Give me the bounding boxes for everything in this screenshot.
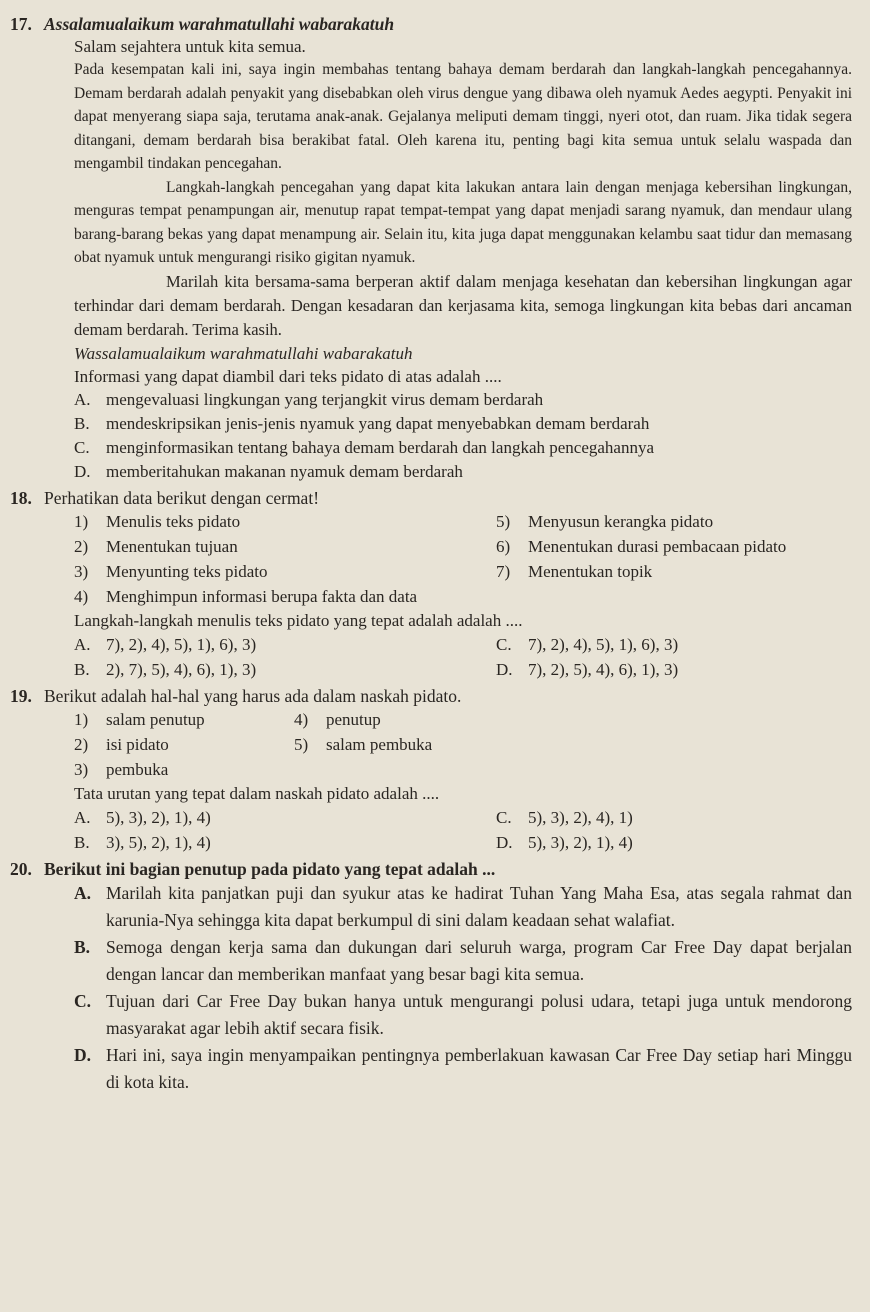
speech-paragraph-2: Langkah-langkah pencegahan yang dapat kita lakukan antara lain dengan menjaga kebersihan lingkungan, menguras tempat penampungan air, menutup rapat tempat-tempat yang dapat menjadi sarang nyamuk, dan mendaur ulang barang-barang bekas yang dapat menampung air. Selain itu, kita juga dapat menggunakan kelambu saat tidur dan memasang obat nyamuk untuk mengurangi risiko gigitan nyamuk. xyxy=(74,178,852,266)
list-item: 5) Menyusun kerangka pidato xyxy=(496,511,714,531)
list-item: 2) Menentukan tujuan xyxy=(74,536,238,556)
question-18-header xyxy=(10,488,852,509)
list-item: 1) Menulis teks pidato xyxy=(74,511,241,531)
option-c[interactable]: C. Tujuan dari Car Free Day bukan hanya untuk mengurangi polusi udara, tetapi juga untuk mendorong masyarakat agar lebih aktif secara fisik. xyxy=(74,990,852,1038)
speech-closing: Wassalamualaikum warahmatullahi wabarakatuh xyxy=(74,343,413,363)
option-b[interactable]: B. mendeskripsikan jenis-jenis nyamuk yang dapat menyebabkan demam berdarah xyxy=(74,413,650,433)
question-number: 19. xyxy=(10,685,32,706)
q19-item-list xyxy=(74,707,852,782)
speech-paragraph-1: Pada kesempatan kali ini, saya ingin membahas tentang bahaya demam berdarah dan langkah-langkah pencegahannya. Demam berdarah adalah penyakit yang disebabkan oleh virus dengue yang dibawa oleh nyamuk Aedes aegypti. Penyakit ini dapat menyerang siapa saja, terutama anak-anak. Gejalanya meliputi demam tinggi, nyeri otot, dan ruam. Jika tidak segera ditangani, demam berdarah bisa berakibat fatal. Oleh karena itu, penting bagi kita semua untuk selalu waspada dan mengambil tindakan pencegahan. xyxy=(74,61,852,172)
question-17-text: Informasi yang dapat diambil dari teks pidato di atas adalah .... xyxy=(74,366,502,386)
speech-greeting: Assalamualaikum warahmatullahi wabarakatuh xyxy=(44,14,395,34)
q18-item-list xyxy=(74,509,852,609)
q18-options xyxy=(74,632,852,682)
question-20-stem: Berikut ini bagian penutup pada pidato yang tepat adalah ... xyxy=(44,858,496,879)
option-b[interactable]: B. Semoga dengan kerja sama dan dukungan dari seluruh warga, program Car Free Day dapat berjalan dengan lancar dan memberikan manfaat yang besar bagi kita semua. xyxy=(74,936,852,984)
list-item: 7) Menentukan topik xyxy=(496,561,653,581)
list-item: 1) salam penutup xyxy=(74,709,205,729)
option-a[interactable]: A. 5), 3), 2), 1), 4) xyxy=(74,807,211,827)
option-c[interactable]: C. 5), 3), 2), 4), 1) xyxy=(496,807,633,827)
list-item: 6) Menentukan durasi pembacaan pidato xyxy=(496,536,787,556)
question-number: 18. xyxy=(10,487,32,508)
option-c[interactable]: C. menginformasikan tentang bahaya demam berdarah dan langkah pencegahannya xyxy=(74,437,655,457)
option-b[interactable]: B. 2), 7), 5), 4), 6), 1), 3) xyxy=(74,659,257,679)
option-a[interactable]: A. 7), 2), 4), 5), 1), 6), 3) xyxy=(74,634,257,654)
question-19-text: Tata urutan yang tepat dalam naskah pidato adalah .... xyxy=(74,783,440,803)
question-19-stem: Berikut adalah hal-hal yang harus ada dalam naskah pidato. xyxy=(44,685,462,706)
question-20-header xyxy=(10,859,852,880)
list-item: 3) Menyunting teks pidato xyxy=(74,561,268,581)
list-item: 5) salam pembuka xyxy=(294,734,433,754)
question-18-stem: Perhatikan data berikut dengan cermat! xyxy=(44,487,320,508)
list-item: 4) penutup xyxy=(294,709,381,729)
option-b[interactable]: B. 3), 5), 2), 1), 4) xyxy=(74,832,211,852)
option-d[interactable]: D. 7), 2), 5), 4), 6), 1), 3) xyxy=(496,659,679,679)
option-c[interactable]: C. 7), 2), 4), 5), 1), 6), 3) xyxy=(496,634,679,654)
option-a[interactable]: A. mengevaluasi lingkungan yang terjangkit virus demam berdarah xyxy=(74,389,544,409)
question-19-header xyxy=(10,686,852,707)
option-d[interactable]: D. 5), 3), 2), 1), 4) xyxy=(496,832,633,852)
speech-salam: Salam sejahtera untuk kita semua. xyxy=(74,37,306,56)
q19-options xyxy=(74,805,852,855)
question-number: 20. xyxy=(10,858,32,879)
list-item: 3) pembuka xyxy=(74,759,169,779)
option-d[interactable]: D. Hari ini, saya ingin menyampaikan pentingnya pemberlakuan kawasan Car Free Day setiap hari Minggu di kota kita. xyxy=(74,1044,852,1092)
option-a[interactable]: A. Marilah kita panjatkan puji dan syukur atas ke hadirat Tuhan Yang Maha Esa, atas segala rahmat dan karunia-Nya sehingga kita dapat berkumpul di sini dalam keadaan sehat walafiat. xyxy=(74,882,852,930)
question-17-header xyxy=(10,14,852,35)
question-18-text: Langkah-langkah menulis teks pidato yang tepat adalah adalah .... xyxy=(74,610,523,630)
question-number: 17. xyxy=(10,14,32,34)
option-d[interactable]: D. memberitahukan makanan nyamuk demam berdarah xyxy=(74,461,463,481)
list-item: 2) isi pidato xyxy=(74,734,169,754)
list-item: 4) Menghimpun informasi berupa fakta dan data xyxy=(74,586,418,606)
speech-paragraph-3: Marilah kita bersama-sama berperan aktif dalam menjaga kesehatan dan kebersihan lingkungan agar terhindar dari demam berdarah. Dengan kesadaran dan kerjasama kita, semoga lingkungan kita bebas dari ancaman demam berdarah. Terima kasih. xyxy=(74,271,852,339)
